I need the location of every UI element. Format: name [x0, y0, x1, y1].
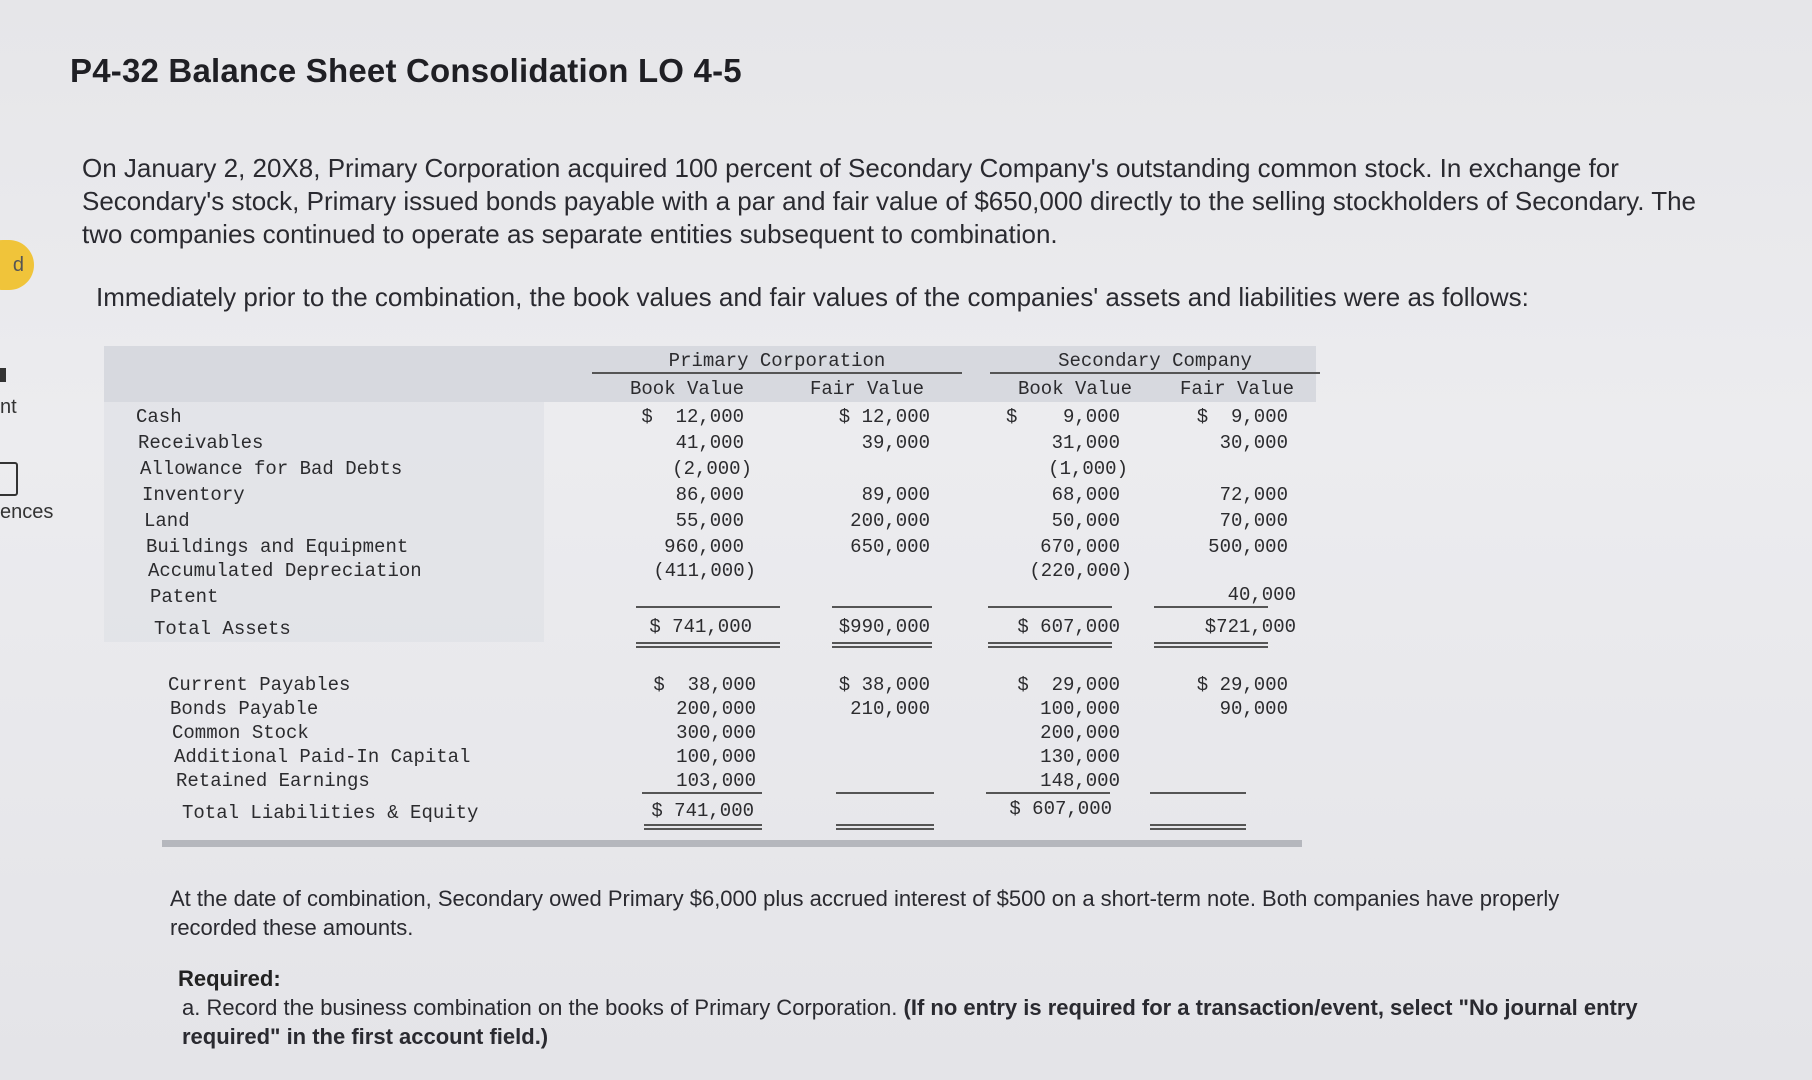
- cell-secondary-fair: $ 9,000: [1196, 406, 1288, 428]
- cell-secondary-book: 148,000: [1040, 770, 1120, 792]
- cell-primary-fair: 210,000: [850, 698, 930, 720]
- cell-primary-book: 960,000: [664, 536, 744, 558]
- total-double-rule: [1150, 824, 1246, 830]
- subtotal-rule: [1150, 792, 1246, 794]
- document-icon[interactable]: [0, 462, 18, 496]
- requirement-a: [182, 993, 1682, 1051]
- cell-secondary-fair: 40,000: [1227, 584, 1296, 606]
- row-label: Bonds Payable: [170, 698, 319, 720]
- cell-secondary-book: (220,000): [1029, 560, 1132, 582]
- subtotal-rule: [836, 792, 934, 794]
- cell-secondary-book: 130,000: [1040, 746, 1120, 768]
- row-label: Retained Earnings: [176, 770, 370, 792]
- total-double-rule: [832, 642, 932, 648]
- cell-secondary-fair: 90,000: [1219, 698, 1288, 720]
- table-bottom-border: [162, 840, 1302, 847]
- subtotal-rule: [642, 792, 762, 794]
- row-label: Total Assets: [154, 618, 291, 640]
- total-double-rule: [644, 824, 762, 830]
- total-double-rule: [988, 642, 1112, 648]
- cell-secondary-book: 68,000: [1051, 484, 1120, 506]
- row-label: Inventory: [142, 484, 245, 506]
- subtotal-rule: [986, 792, 1110, 794]
- cell-primary-book: $ 12,000: [641, 406, 744, 428]
- cell-secondary-book: $ 29,000: [1017, 674, 1120, 696]
- requirement-a-text: a. Record the business combination on the books of Primary Corporation.: [182, 995, 904, 1020]
- required-heading: Required:: [178, 966, 281, 991]
- row-label: Land: [144, 510, 190, 532]
- cell-primary-fair: $ 12,000: [838, 406, 930, 428]
- row-label: Receivables: [138, 432, 264, 454]
- cell-primary-fair: 89,000: [861, 484, 930, 506]
- page-title: P4-32 Balance Sheet Consolidation LO 4-5: [70, 52, 742, 89]
- cell-secondary-book: 100,000: [1040, 698, 1120, 720]
- cell-secondary-fair: 30,000: [1219, 432, 1288, 454]
- row-label: Common Stock: [172, 722, 309, 744]
- cell-secondary-book: $ 607,000: [1017, 616, 1120, 638]
- total-double-rule: [1154, 642, 1268, 648]
- cell-primary-book: 100,000: [676, 746, 756, 768]
- cell-primary-fair: $ 38,000: [838, 674, 930, 696]
- subtotal-rule: [636, 606, 780, 608]
- problem-intro: On January 2, 20X8, Primary Corporation acquired 100 percent of Secondary Company's outstanding common stock. In exchange for Secondary's stock, Primary issued bonds payable with a par and fair value of $650,000 directly to the selling stockholders of Secondary. The two companies continued to operate as separate entities subsequent to combination.: [82, 153, 1697, 249]
- cell-primary-book: (411,000): [653, 560, 756, 582]
- left-sidebar: [0, 0, 62, 1080]
- cell-primary-book: $ 741,000: [649, 616, 752, 638]
- balance-sheet-table: [104, 346, 1316, 850]
- cell-secondary-fair: 72,000: [1219, 484, 1288, 506]
- subtotal-rule: [988, 606, 1112, 608]
- cell-primary-book: 103,000: [676, 770, 756, 792]
- cell-secondary-book: 31,000: [1051, 432, 1120, 454]
- cell-secondary-fair: $721,000: [1204, 616, 1296, 638]
- cell-primary-book: (2,000): [672, 458, 752, 480]
- row-label: Accumulated Depreciation: [148, 560, 422, 582]
- col-header-primary-fair: Fair Value: [809, 378, 925, 400]
- cell-primary-book: 86,000: [675, 484, 744, 506]
- subtotal-rule: [832, 606, 932, 608]
- row-label: Additional Paid-In Capital: [174, 746, 471, 768]
- row-label: Buildings and Equipment: [146, 536, 409, 558]
- cell-secondary-book: 670,000: [1040, 536, 1120, 558]
- requirement-a-instruction: (If no entry is required for a transaction/event, select "No journal entry required" in the first account field.): [182, 995, 1638, 1049]
- table-intro: Immediately prior to the combination, the book values and fair values of the companies' assets and liabilities were as follows:: [96, 282, 1529, 312]
- row-label: Total Liabilities & Equity: [182, 802, 479, 824]
- group-header-primary: Primary Corporation: [592, 350, 962, 374]
- cell-primary-book: 41,000: [675, 432, 744, 454]
- cell-secondary-fair: 500,000: [1208, 536, 1288, 558]
- subtotal-rule: [1154, 606, 1268, 608]
- sidebar-badge[interactable]: d: [0, 240, 34, 290]
- sidebar-marker: [0, 368, 6, 382]
- sidebar-label-references[interactable]: ences: [0, 501, 54, 523]
- cell-primary-fair: 200,000: [850, 510, 930, 532]
- total-double-rule: [836, 824, 934, 830]
- cell-primary-fair: $990,000: [838, 616, 930, 638]
- col-header-secondary-fair: Fair Value: [1179, 378, 1295, 400]
- cell-primary-fair: 39,000: [861, 432, 930, 454]
- sidebar-label[interactable]: nt: [0, 396, 17, 418]
- col-header-secondary-book: Book Value: [1017, 378, 1133, 400]
- row-label: Current Payables: [168, 674, 351, 696]
- cell-secondary-book: 50,000: [1051, 510, 1120, 532]
- cell-secondary-fair: $ 29,000: [1196, 674, 1288, 696]
- cell-primary-book: $ 38,000: [653, 674, 756, 696]
- group-header-secondary: Secondary Company: [990, 350, 1320, 374]
- cell-primary-book: $ 741,000: [651, 800, 754, 822]
- cell-secondary-fair: 70,000: [1219, 510, 1288, 532]
- row-label: Patent: [150, 586, 219, 608]
- row-label: Cash: [136, 406, 182, 428]
- row-label: Allowance for Bad Debts: [140, 458, 403, 480]
- total-double-rule: [636, 642, 780, 648]
- cell-primary-book: 200,000: [676, 698, 756, 720]
- cell-primary-book: 300,000: [676, 722, 756, 744]
- cell-secondary-book: $ 9,000: [1005, 406, 1120, 428]
- cell-secondary-book: $ 607,000: [1009, 798, 1112, 820]
- cell-primary-book: 55,000: [675, 510, 744, 532]
- cell-secondary-book: (1,000): [1048, 458, 1128, 480]
- cell-secondary-book: 200,000: [1040, 722, 1120, 744]
- col-header-primary-book: Book Value: [629, 378, 745, 400]
- cell-primary-fair: 650,000: [850, 536, 930, 558]
- note-paragraph: At the date of combination, Secondary owed Primary $6,000 plus accrued interest of $500 on a short-term note. Both companies have properly recorded these amounts.: [170, 886, 1560, 940]
